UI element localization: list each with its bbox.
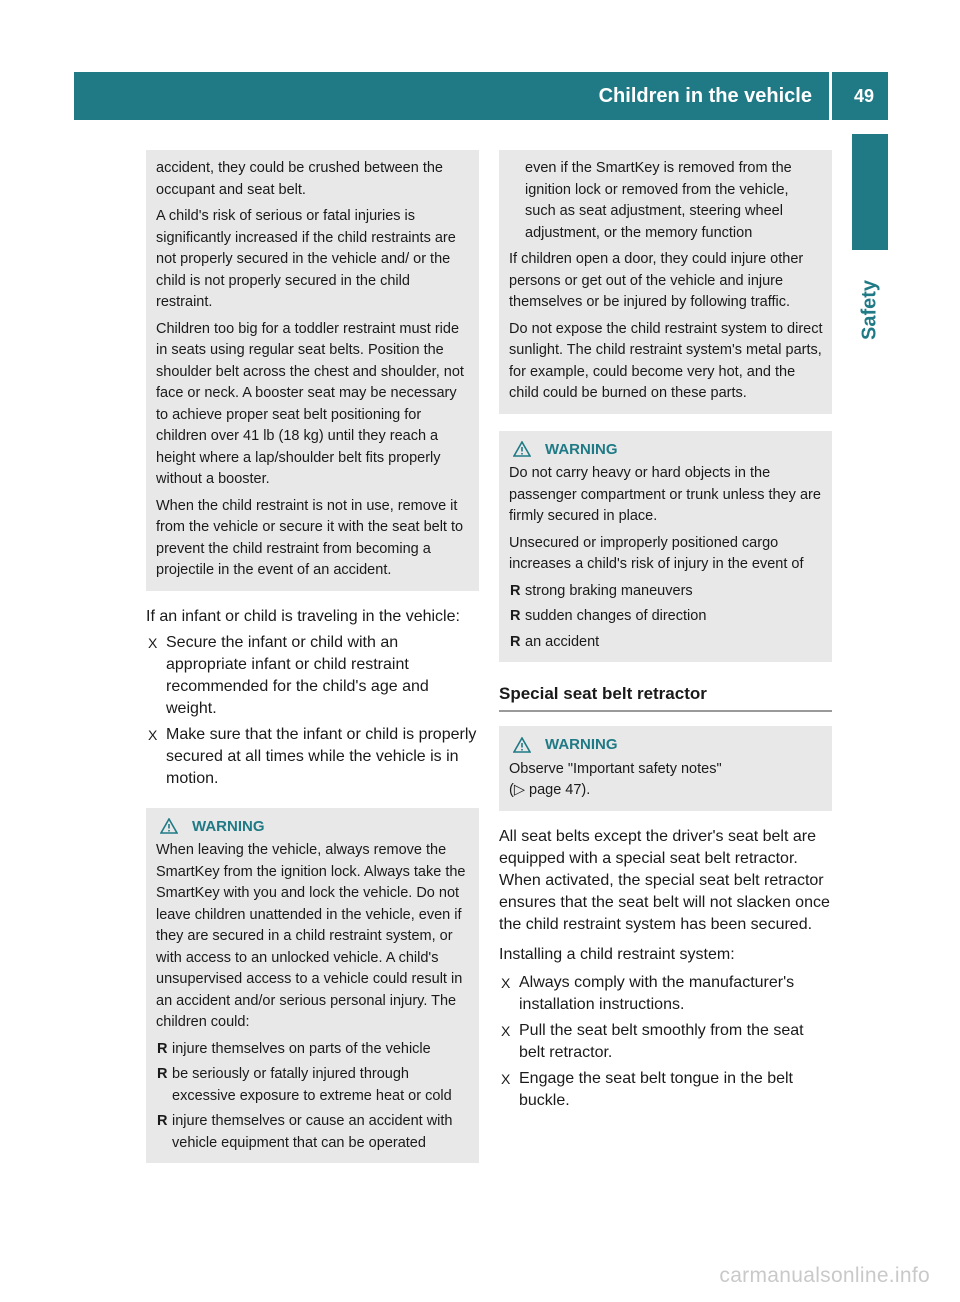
- bullet-marker: R: [157, 1066, 168, 1082]
- footer-watermark: carmanualsonline.info: [719, 1264, 930, 1287]
- instruction-step: [499, 1068, 832, 1112]
- warning-box-continued: [499, 150, 832, 414]
- warning-label: WARNING: [192, 817, 265, 835]
- right-column: [499, 150, 832, 1112]
- step-text: Pull the seat belt smoothly from the seat belt retractor.: [519, 1021, 804, 1061]
- step-arrow-icon: X: [148, 726, 158, 743]
- warning-heading: [509, 439, 823, 461]
- warning-box-continued: [146, 150, 479, 591]
- body-paragraph: All seat belts except the driver's seat belt are equipped with a special seat belt retractor. When activated, the special seat belt retractor ensures that the seat belt will not slacken once the child restraint system has been secured.: [499, 827, 830, 933]
- bullet-text: an accident: [525, 633, 600, 650]
- warning-box: [146, 808, 479, 1164]
- warning-triangle-icon: [160, 818, 178, 834]
- header-divider: [829, 72, 832, 120]
- bullet-item: [509, 606, 823, 628]
- bullet-text: injure themselves or cause an accident with vehicle equipment that can be operated: [172, 1113, 453, 1151]
- bullet-marker: R: [157, 1040, 168, 1057]
- bullet-item: [509, 581, 823, 603]
- bullet-marker: R: [510, 633, 521, 650]
- step-arrow-icon: X: [501, 1022, 511, 1039]
- warning-text: Unsecured or improperly positioned cargo increases a child's risk of injury in the event of: [509, 534, 804, 572]
- side-tab[interactable]: [852, 260, 888, 360]
- bullet-continuation: even if the SmartKey is removed from the ignition lock or removed from the vehicle, such as seat adjustment, steering wheel adjustment, or the memory function: [525, 160, 792, 241]
- warning-heading: [509, 734, 823, 756]
- section-title: Special seat belt retractor: [499, 682, 832, 712]
- warning-triangle-icon: [513, 737, 531, 753]
- chapter-title: Children in the vehicle: [598, 85, 812, 107]
- step-arrow-icon: X: [501, 974, 511, 991]
- box-paragraph: Children too big for a toddler restraint must ride in seats using regular seat belts. Position the shoulder belt across the chest and shoulder, not face or neck. A booster seat may be necessary to achieve proper seat belt positioning for children over 41 lb (18 kg) until they reach a height where a lap/shoulder belt fits properly without a booster.: [156, 320, 464, 487]
- box-paragraph: If children open a door, they could injure other persons or get out of the vehicle and injure themselves or be injured by following traffic.: [509, 251, 804, 310]
- warning-text: Observe "Important safety notes": [509, 760, 722, 777]
- bullet-marker: R: [157, 1113, 168, 1129]
- side-tab-marker: [852, 134, 888, 250]
- warning-heading: [156, 816, 470, 838]
- warning-box: [499, 431, 832, 663]
- bullet-text: injure themselves on parts of the vehicle: [172, 1040, 431, 1057]
- warning-label: WARNING: [545, 440, 618, 458]
- instruction-step: [499, 1020, 832, 1064]
- step-text: Secure the infant or child with an appropriate infant or child restraint recommended for the child's age and weight.: [166, 633, 429, 717]
- box-paragraph: Do not expose the child restraint system to direct sunlight. The child restraint system's metal parts, for example, could become very hot, and the child could be burned on these parts.: [509, 320, 823, 401]
- warning-label: WARNING: [545, 736, 618, 753]
- instruction-step: [146, 724, 479, 790]
- page-number: 49: [853, 86, 874, 106]
- step-text: Always comply with the manufacturer's installation instructions.: [519, 973, 795, 1013]
- side-tab-label: Safety: [858, 279, 881, 341]
- body-paragraph: Installing a child restraint system:: [499, 945, 735, 963]
- page-reference-link[interactable]: (▷ page 47).: [509, 782, 591, 798]
- step-text: Engage the seat belt tongue in the belt buckle.: [519, 1069, 793, 1109]
- warning-text: When leaving the vehicle, always remove the SmartKey from the ignition lock. Always take the SmartKey with you and lock the vehicle. Do not leave children unattended in the vehicle, even if they are secured in a child restraint system, or with access to an unlocked vehicle. A child's unsupervised access to a vehicle could result in an accident and/or serious personal injury. The children could:: [156, 842, 466, 1030]
- box-paragraph: When the child restraint is not in use, remove it from the vehicle or secure it with the seat belt to prevent the child restraint from becoming a projectile in the event of an accident.: [156, 497, 464, 578]
- bullet-text: strong braking maneuvers: [525, 582, 693, 599]
- bullet-item: [156, 1039, 470, 1061]
- bullet-item: [509, 632, 823, 654]
- step-arrow-icon: X: [501, 1070, 511, 1087]
- bullet-marker: R: [510, 582, 521, 599]
- warning-box: [499, 726, 832, 811]
- warning-text: Do not carry heavy or hard objects in the passenger compartment or trunk unless they are firmly secured in place.: [509, 465, 821, 524]
- box-paragraph: A child's risk of serious or fatal injuries is significantly increased if the child restraints are not properly secured in the vehicle and/ or the child is not properly secured in the child restraint.: [156, 208, 456, 310]
- bullet-text: sudden changes of direction: [525, 608, 707, 624]
- page-header-bar: [74, 72, 888, 120]
- left-column: [146, 150, 479, 1163]
- bullet-item: [156, 1111, 470, 1154]
- instruction-step: [499, 972, 832, 1016]
- bullet-marker: R: [510, 608, 521, 624]
- instruction-step: [146, 632, 479, 720]
- step-arrow-icon: X: [148, 634, 158, 651]
- bullet-text: be seriously or fatally injured through excessive exposure to extreme heat or cold: [172, 1066, 452, 1104]
- bullet-item: [156, 1064, 470, 1107]
- intro-paragraph: If an infant or child is traveling in the vehicle:: [146, 607, 460, 625]
- step-text: Make sure that the infant or child is properly secured at all times while the vehicle is in motion.: [166, 725, 477, 787]
- warning-triangle-icon: [513, 441, 531, 457]
- box-paragraph: accident, they could be crushed between the occupant and seat belt.: [156, 160, 443, 198]
